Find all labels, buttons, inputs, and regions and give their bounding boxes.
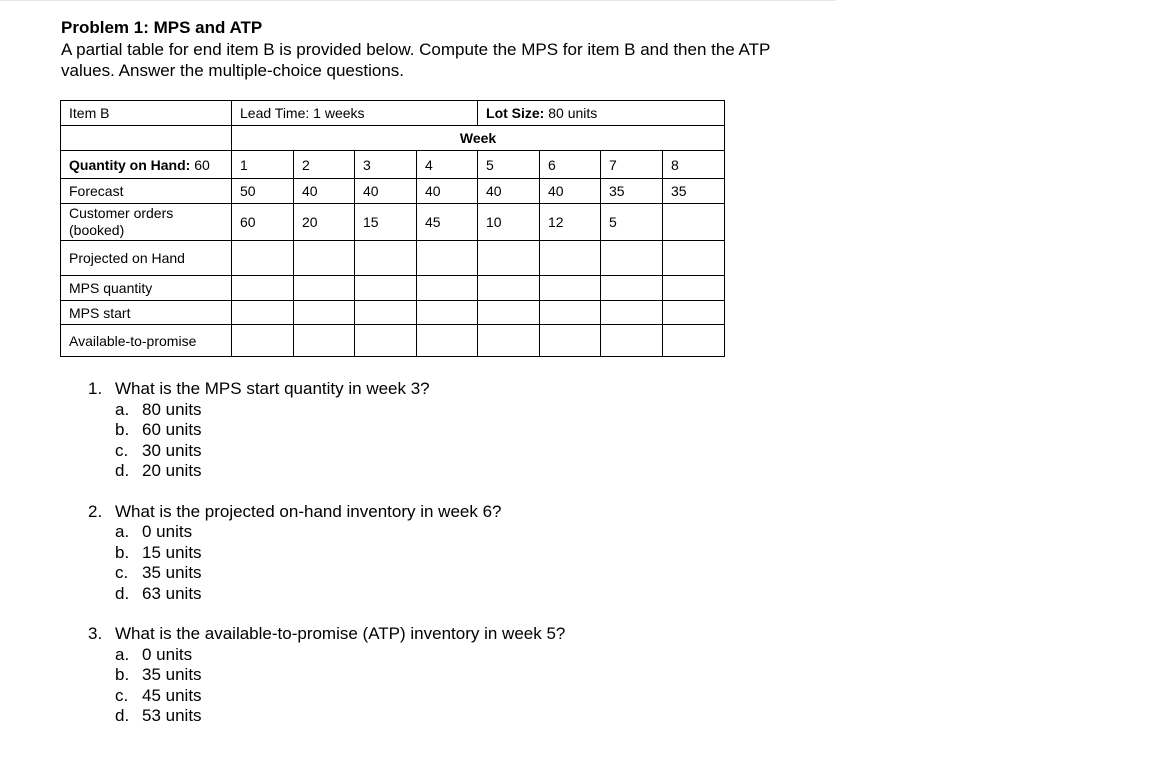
question-3: [88, 624, 565, 727]
answer-option: [88, 665, 565, 686]
option-letter: a.: [115, 399, 130, 419]
table-cell: [294, 325, 355, 357]
lead-time: Lead Time: 1 weeks: [232, 101, 478, 126]
table-cell: 50: [232, 179, 294, 204]
table-cell: [540, 301, 601, 325]
week-number: 4: [417, 151, 478, 179]
week-number: 5: [478, 151, 540, 179]
table-cell: 40: [355, 179, 417, 204]
option-text: 35 units: [142, 563, 202, 582]
table-cell: [355, 241, 417, 276]
row-label: Available-to-promise: [61, 325, 232, 357]
lot-size-label: Lot Size:: [486, 105, 545, 121]
option-text: 0 units: [142, 522, 193, 541]
option-letter: b.: [115, 542, 130, 562]
table-cell: [478, 301, 540, 325]
answer-option: [88, 400, 565, 421]
row-label: MPS quantity: [61, 276, 232, 301]
table-cell: 20: [294, 204, 355, 241]
table-cell: 40: [540, 179, 601, 204]
table-cell: [478, 241, 540, 276]
table-cell: [232, 276, 294, 301]
table-cell: [663, 204, 725, 241]
week-number: 7: [601, 151, 663, 179]
item-label: Item B: [61, 101, 232, 126]
table-cell: [478, 276, 540, 301]
row-projected-on-hand: [61, 241, 725, 276]
option-text: 80 units: [142, 399, 202, 419]
week-header: Week: [232, 126, 725, 151]
week-number: 8: [663, 151, 725, 179]
table-cell: 60: [232, 204, 294, 241]
option-text: 30 units: [142, 440, 202, 460]
option-letter: d.: [115, 706, 130, 725]
table-cell: [417, 301, 478, 325]
lot-size-value: 80 units: [548, 105, 598, 121]
answer-option: [88, 420, 565, 441]
answer-option: [88, 706, 565, 727]
table-cell: [417, 325, 478, 357]
table-cell: [478, 325, 540, 357]
table-cell: 45: [417, 204, 478, 241]
row-label: MPS start: [61, 301, 232, 325]
question-number: 3.: [88, 624, 103, 643]
question-text: What is the available-to-promise (ATP) inventory in week 5?: [115, 624, 566, 643]
week-header-blank: [61, 126, 232, 151]
table-cell: [540, 325, 601, 357]
option-letter: d.: [115, 461, 130, 480]
answer-option: [88, 686, 565, 707]
table-cell: [601, 241, 663, 276]
page-top-divider: [0, 0, 836, 1]
week-number: 6: [540, 151, 601, 179]
questions-list: [88, 379, 565, 747]
option-text: 45 units: [142, 685, 202, 705]
table-cell: [232, 241, 294, 276]
row-customer-orders: [61, 204, 725, 241]
table-cell: 10: [478, 204, 540, 241]
question-2: [88, 502, 565, 605]
question-text: What is the MPS start quantity in week 3?: [115, 379, 430, 398]
table-cell: [355, 301, 417, 325]
question-number: 1.: [88, 379, 103, 398]
row-forecast: [61, 179, 725, 204]
table-cell: [294, 241, 355, 276]
table-cell: 12: [540, 204, 601, 241]
answer-option: [88, 584, 565, 605]
table-cell: [540, 276, 601, 301]
table-cell: 35: [663, 179, 725, 204]
option-letter: d.: [115, 583, 130, 603]
table-cell: 40: [478, 179, 540, 204]
answer-option: [88, 441, 565, 462]
problem-intro: A partial table for end item B is provided below. Compute the MPS for item B and then the ATP values. Answer the multiple-choice questions.: [61, 40, 771, 80]
week-number: 3: [355, 151, 417, 179]
answer-option: [88, 522, 565, 543]
qoh-value: 60: [194, 156, 210, 173]
answer-option: [88, 543, 565, 564]
table-cell: [540, 241, 601, 276]
table-cell: [232, 301, 294, 325]
table-cell: [417, 276, 478, 301]
week-number: 2: [294, 151, 355, 179]
option-text: 35 units: [142, 665, 202, 684]
row-label: Projected on Hand: [61, 241, 232, 276]
table-cell: [294, 301, 355, 325]
answer-option: [88, 563, 565, 584]
week-number: 1: [232, 151, 294, 179]
lot-size: [478, 101, 725, 126]
option-letter: c.: [115, 685, 129, 705]
option-text: 0 units: [142, 644, 193, 664]
option-letter: a.: [115, 522, 130, 541]
problem-title: Problem 1: MPS and ATP: [61, 18, 263, 37]
table-cell: [601, 276, 663, 301]
question-1: [88, 379, 565, 482]
table-cell: 40: [417, 179, 478, 204]
table-cell: [601, 325, 663, 357]
table-cell: [355, 276, 417, 301]
option-text: 63 units: [142, 583, 202, 603]
option-letter: b.: [115, 420, 130, 439]
table-cell: [663, 325, 725, 357]
row-mps-quantity: [61, 276, 725, 301]
mps-table: [60, 100, 725, 357]
option-letter: c.: [115, 440, 129, 460]
answer-option: [88, 645, 565, 666]
table-cell: [601, 301, 663, 325]
table-cell: 15: [355, 204, 417, 241]
table-cell: [663, 276, 725, 301]
row-label: Forecast: [61, 179, 232, 204]
qoh-label: Quantity on Hand:: [69, 156, 191, 173]
option-letter: b.: [115, 665, 130, 684]
option-text: 53 units: [142, 706, 202, 725]
table-cell: 35: [601, 179, 663, 204]
row-mps-start: [61, 301, 725, 325]
table-cell: [663, 301, 725, 325]
option-text: 20 units: [142, 461, 202, 480]
table-cell: [294, 276, 355, 301]
table-cell: 40: [294, 179, 355, 204]
table-cell: [355, 325, 417, 357]
option-text: 15 units: [142, 542, 202, 562]
option-letter: c.: [115, 563, 129, 582]
table-cell: [663, 241, 725, 276]
option-text: 60 units: [142, 420, 202, 439]
row-available-to-promise: [61, 325, 725, 357]
option-letter: a.: [115, 644, 130, 664]
question-number: 2.: [88, 501, 103, 521]
table-cell: 5: [601, 204, 663, 241]
table-cell: [232, 325, 294, 357]
table-cell: [417, 241, 478, 276]
quantity-on-hand: [61, 151, 232, 179]
row-label: Customer orders (booked): [61, 204, 232, 241]
answer-option: [88, 461, 565, 482]
question-text: What is the projected on-hand inventory in week 6?: [115, 501, 502, 521]
